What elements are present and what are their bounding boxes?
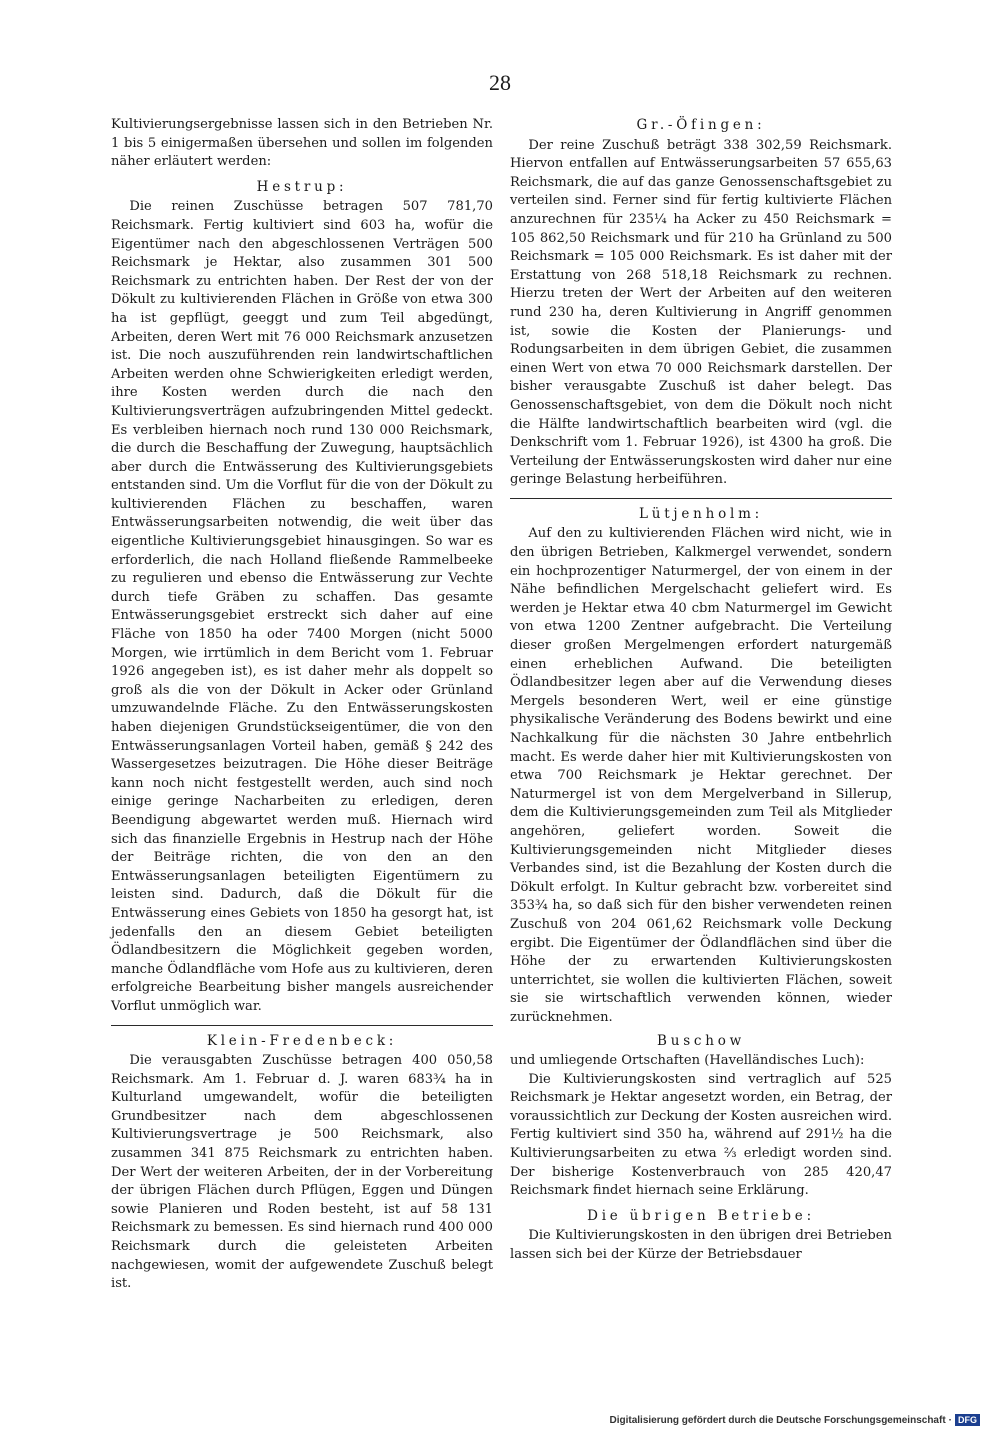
section-divider <box>111 1025 493 1026</box>
section-title-buschow: Buschow <box>657 1032 745 1049</box>
right-column <box>510 116 892 1265</box>
section-text-gr-oefingen: Der reine Zuschuß beträgt 338 302,59 Reichsmark. Hiervon entfallen auf Entwässerungsarbeiten 57 655,63 Reichsmark, die auf das ganze Genossenschaftsgebiet zu verteilen sind. Ferner sind für fertig kultivierte Flächen anzurechnen für 235¼ ha Acker zu 450 Reichsmark = 105 862,50 Reichsmark und für 210 ha Grünland zu 500 Reichsmark = 105 000 Reichsmark. Es ist daher mit der Erstattung von 268 518,18 Reichsmark zu rechnen. Hierzu treten der Wert der Arbeiten auf den weiteren rund 230 ha, deren Kultivierung in Angriff genommen ist, sowie die Kosten der Planierungs- und Rodungsarbeiten in dem übrigen Gebiet, die zusammen einen Wert von etwa 70 000 Reichsmark darstellen. Der bisher verausgabte Zuschuß ist daher belegt. Das Genossenschaftsgebiet, von dem die Dökult noch nicht die Hälfte landwirtschaftlich bearbeiten wird (vgl. die Denkschrift vom 1. Februar 1926), ist 4300 ha groß. Die Verteilung der Entwässerungskosten wird daher nur eine geringe Belastung herbeiführen. <box>510 137 892 488</box>
page-number: 28 <box>489 70 511 95</box>
section-subtitle-buschow: und umliegende Ortschaften (Havelländisches Luch): <box>510 1053 865 1069</box>
section-title-hestrup: Hestrup: <box>256 178 348 195</box>
section-title-klein-fredenbeck: Klein-Fredenbeck: <box>206 1032 398 1049</box>
intro-paragraph: Kultivierungsergebnisse lassen sich in den Betrieben Nr. 1 bis 5 einigermaßen übersehen und sollen im folgenden näher erläutert werden: <box>111 117 493 170</box>
section-text-luetjenholm: Auf den zu kultivierenden Flächen wird nicht, wie in den übrigen Betrieben, Kalkmergel verwendet, sondern ein hochprozentiger Naturmergel, der von einem in der Nähe befindlichen Mergelschacht geliefert wird. Es werden je Hektar etwa 40 cbm Naturmergel im Gewicht von etwa 1200 Zentner aufgebracht. Die Verteilung dieser großen Mergelmengen erfordert naturgemäß einen erheblichen Aufwand. Die beteiligten Ödlandbesitzer legen aber auf die Verwendung dieses Mergels besonderen Wert, weil er eine günstige physikalische Veränderung des Bodens bewirkt und eine Nachkalkung für die nächsten 30 Jahre entbehrlich macht. Es werde daher hier mit Kultivierungskosten von etwa 700 Reichsmark je Hektar gerechnet. Der Naturmergel ist von dem Mergelverband in Sillerup, dem die Kultivierungsgemeinden zum Teil als Mitglieder angehören, geliefert worden. Soweit die Kultivierungsgemeinden nicht Mitglieder dieses Verbandes sind, ist die Bezahlung der Kosten durch die Dökult erfolgt. In Kultur gebracht bzw. vorbereitet sind 353¾ ha, so daß sich für den bisher verwendeten reinen Zuschuß von 204 061,62 Reichsmark volle Deckung ergibt. Die Eigentümer der Ödlandflächen sind über die Höhe der zu erwartenden Kultivierungskosten unterrichtet, sie wollen die kultivierten Flächen, soweit sie sie wirtschaftlich verwenden können, wieder zurücknehmen. <box>510 526 892 1025</box>
section-text-uebrige-betriebe: Die Kultivierungskosten in den übrigen drei Betrieben lassen sich bei der Kürze der Betriebsdauer <box>510 1228 892 1263</box>
footer-separator: · <box>948 1414 952 1426</box>
dfg-logo-icon: DFG <box>955 1414 980 1426</box>
section-text-buschow: Die Kultivierungskosten sind vertraglich auf 525 Reichsmark je Hektar angesetzt worden, ein Betrag, der voraussichtlich zur Deckung der Kosten ausreichen wird. Fertig kultiviert sind 350 ha, während auf 291½ ha die Kultivierungsarbeiten zu etwa ⅔ erledigt worden sind. Der bisherige Kostenverbrauch von 285 420,47 Reichsmark findet hiernach seine Erklärung. <box>510 1071 892 1199</box>
section-text-klein-fredenbeck: Die verausgabten Zuschüsse betragen 400 050,58 Reichsmark. Am 1. Februar d. J. waren 683¾ ha in Kulturland umgewandelt, wofür die beteiligten Grundbesitzer nach dem abgeschlossenen Kultivierungsvertrage je 500 Reichsmark, also zusammen 341 875 Reichsmark zu entrichten haben. Der Wert der weiteren Arbeiten, der in der Vorbereitung der übrigen Flächen durch Pflügen, Eggen und Düngen sowie Planieren und Roden besteht, ist auf 58 131 Reichsmark zu bemessen. Es sind hiernach rund 400 000 Reichsmark durch die geleisteten Arbeiten nachgewiesen, womit der aufgewendete Zuschuß belegt ist. <box>111 1053 493 1292</box>
footer-credit <box>609 1412 980 1428</box>
section-text-hestrup: Die reinen Zuschüsse betragen 507 781,70 Reichsmark. Fertig kultiviert sind 603 ha, wofür die Eigentümer nach den abgeschlossenen Verträgen 500 Reichsmark je Hektar, also zusammen 301 500 Reichsmark zu entrichten haben. Der Rest der von der Dökult zu kultivierenden Flächen in Größe von etwa 300 ha ist gepflügt, geeggt und zum Teil abgedüngt, Arbeiten, deren Wert mit 76 000 Reichsmark anzusetzen ist. Die noch auszuführenden rein landwirtschaftlichen Arbeiten werden ohne Schwierigkeiten erledigt werden, ihre Kosten werden durch die nach den Kultivierungsverträgen aufzubringenden Mittel gedeckt. Es verbleiben hiernach noch rund 130 000 Reichsmark, die durch die Beschaffung der Zuwegung, hauptsächlich aber durch die Entwässerung des Kultivierungsgebiets entstanden sind. Um die Vorflut für die von der Dökult zu kultivierenden Flächen zu beschaffen, waren Entwässerungsarbeiten notwendig, die weit über das eigentliche Kultivierungsgebiet hinausgingen. So war es erforderlich, die nach Holland fließende Rammelbeeke zu regulieren und ebenso die Entwässerung zur Vechte durch tiefe Gräben zu schaffen. Das gesamte Entwässerungsgebiet erstreckt sich daher auf eine Fläche von 1850 ha oder 7400 Morgen (nicht 5000 Morgen, wie irrtümlich in dem Bericht vom 1. Februar 1926 angegeben ist), es ist daher mehr als doppelt so groß als die von der Dökult in Acker oder Grünland umzuwandelnde Fläche. Zu den Entwässerungskosten haben diejenigen Grundstückseigentümer, die von den Entwässerungsanlagen Vorteil haben, gemäß § 242 des Wassergesetzes beizutragen. Die Höhe dieser Beiträge kann noch nicht festgestellt werden, auch sind noch einige geringe Nacharbeiten zu erledigen, deren Beendigung abgewartet werden muß. Hiernach wird sich das finanzielle Ergebnis in Hestrup nach der Höhe der Beiträge richten, die von den an den Entwässerungsanlagen beteiligten Eigentümern zu leisten sind. Dadurch, daß die Dökult für die Entwässerung eines Gebiets von 1850 ha gesorgt hat, ist jedenfalls den an diesem Gebiet beteiligten Ödlandbesitzern die Möglichkeit gegeben worden, manche Ödlandfläche vom Hofe aus zu kultivieren, deren erfolgreiche Bearbeitung bisher mangels ausreichender Vorflut unmöglich war. <box>111 199 493 1014</box>
left-column <box>111 116 493 1294</box>
section-title-gr-oefingen: Gr.-Öfingen: <box>636 117 766 133</box>
section-title-uebrige-betriebe: Die übrigen Betriebe: <box>587 1207 815 1224</box>
footer-text: Digitalisierung gefördert durch die Deutsche Forschungsgemeinschaft <box>609 1414 946 1426</box>
section-title-luetjenholm: Lütjenholm: <box>638 505 764 522</box>
section-divider <box>510 498 892 499</box>
